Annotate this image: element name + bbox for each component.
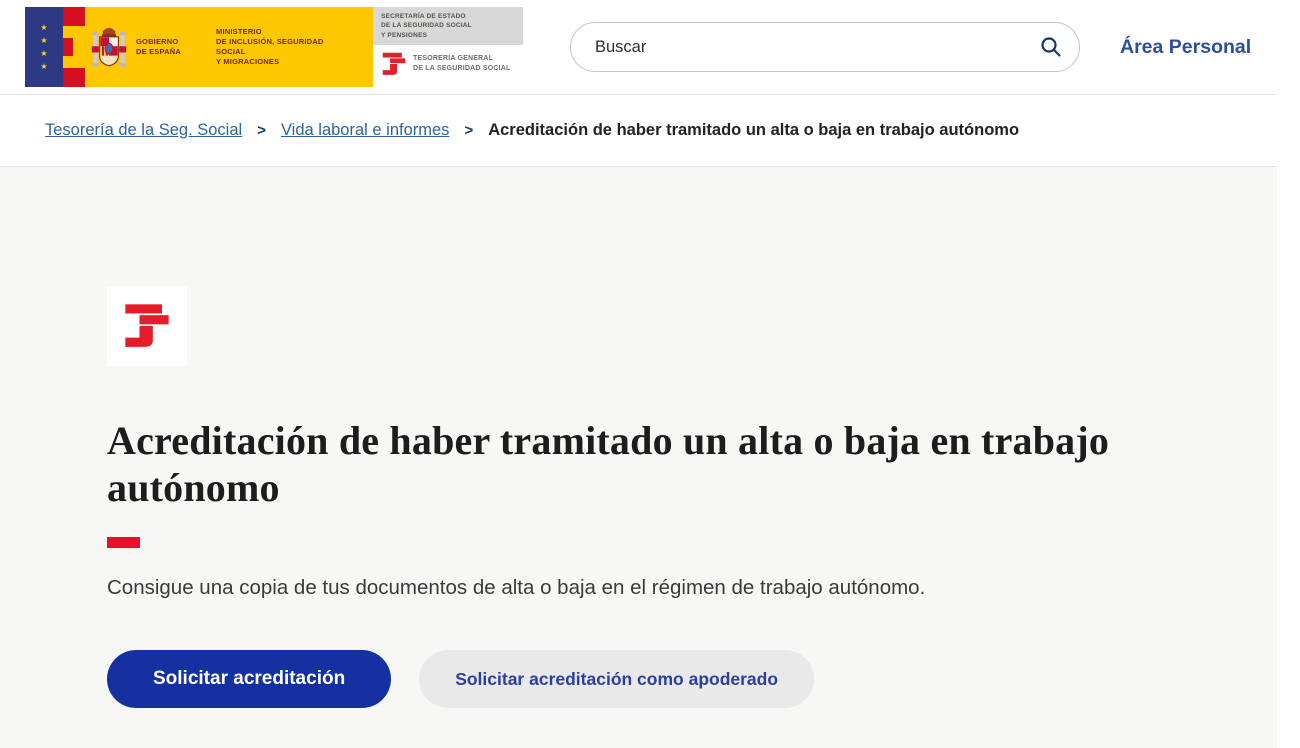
- ministerio-line2: DE INCLUSIÓN, SEGURIDAD SOCIAL: [216, 36, 324, 56]
- page-subtitle: Consigue una copia de tus documentos de alta o baja en el régimen de trabajo autónomo.: [107, 576, 926, 600]
- gobierno-label: [136, 37, 212, 57]
- breadcrumb-current: Acreditación de haber tramitado un alta o baja en trabajo autónomo: [488, 121, 1020, 139]
- department-block: [373, 7, 523, 78]
- search-icon: [1039, 35, 1063, 59]
- flag-yellow-band: [63, 26, 85, 68]
- government-banner: [85, 7, 373, 87]
- solicitar-acreditacion-button[interactable]: Solicitar acreditación: [107, 650, 391, 708]
- ministerio-label: [216, 27, 346, 68]
- action-buttons: [107, 650, 1277, 708]
- spain-flag-strip: [63, 7, 85, 87]
- coat-of-arms-icon: [91, 21, 127, 73]
- site-header: [0, 0, 1277, 95]
- secretaria-estado-label: [373, 7, 523, 45]
- chevron-right-icon: >: [464, 122, 474, 139]
- flag-red-notch: [63, 38, 73, 56]
- eu-star-icon: ★: [40, 22, 48, 32]
- gobierno-line1: GOBIERNO: [136, 36, 179, 46]
- search-input[interactable]: [570, 22, 1080, 72]
- solicitar-apoderado-button[interactable]: Solicitar acreditación como apoderado: [419, 650, 814, 708]
- breadcrumb-link-tesoreria[interactable]: Tesorería de la Seg. Social: [45, 121, 243, 139]
- breadcrumb-link-vida-laboral[interactable]: Vida laboral e informes: [280, 121, 450, 139]
- ministerio-line1: MINISTERIO: [216, 26, 262, 36]
- secretaria-line2: DE LA SEGURIDAD SOCIAL: [381, 22, 472, 30]
- search-box: [570, 22, 1080, 72]
- title-accent-bar: [107, 537, 140, 548]
- page-title: Acreditación de haber tramitado un alta o baja en trabajo autónomo: [107, 418, 1110, 511]
- tgss-logo-icon: [381, 50, 407, 78]
- tesoreria-label: [413, 54, 510, 75]
- gobierno-line2: DE ESPAÑA: [136, 47, 182, 56]
- chevron-right-icon: >: [257, 122, 266, 139]
- tesoreria-line1: TESORERÍA GENERAL: [413, 54, 494, 62]
- eu-star-icon: ★: [40, 48, 48, 58]
- tgss-logo-tile: [107, 286, 187, 366]
- eu-star-icon: ★: [40, 35, 48, 45]
- main-content: [0, 167, 1277, 748]
- flag-red-band: [63, 7, 85, 26]
- eu-star-icon: ★: [40, 61, 48, 71]
- breadcrumb: [0, 95, 1277, 167]
- eu-flag-strip: [25, 7, 63, 87]
- ministerio-line3: Y MIGRACIONES: [216, 57, 280, 67]
- secretaria-line1: SECRETARÍA DE ESTADO: [381, 13, 466, 20]
- area-personal-link[interactable]: Área Personal: [1120, 35, 1252, 58]
- tgss-brand: [381, 50, 523, 78]
- government-logo[interactable]: [25, 7, 373, 87]
- flag-red-band: [63, 68, 85, 87]
- search-button[interactable]: [1038, 35, 1064, 61]
- tgss-logo-icon: [122, 301, 172, 351]
- tesoreria-line2: DE LA SEGURIDAD SOCIAL: [413, 65, 511, 73]
- secretaria-line3: Y PENSIONES: [381, 31, 428, 39]
